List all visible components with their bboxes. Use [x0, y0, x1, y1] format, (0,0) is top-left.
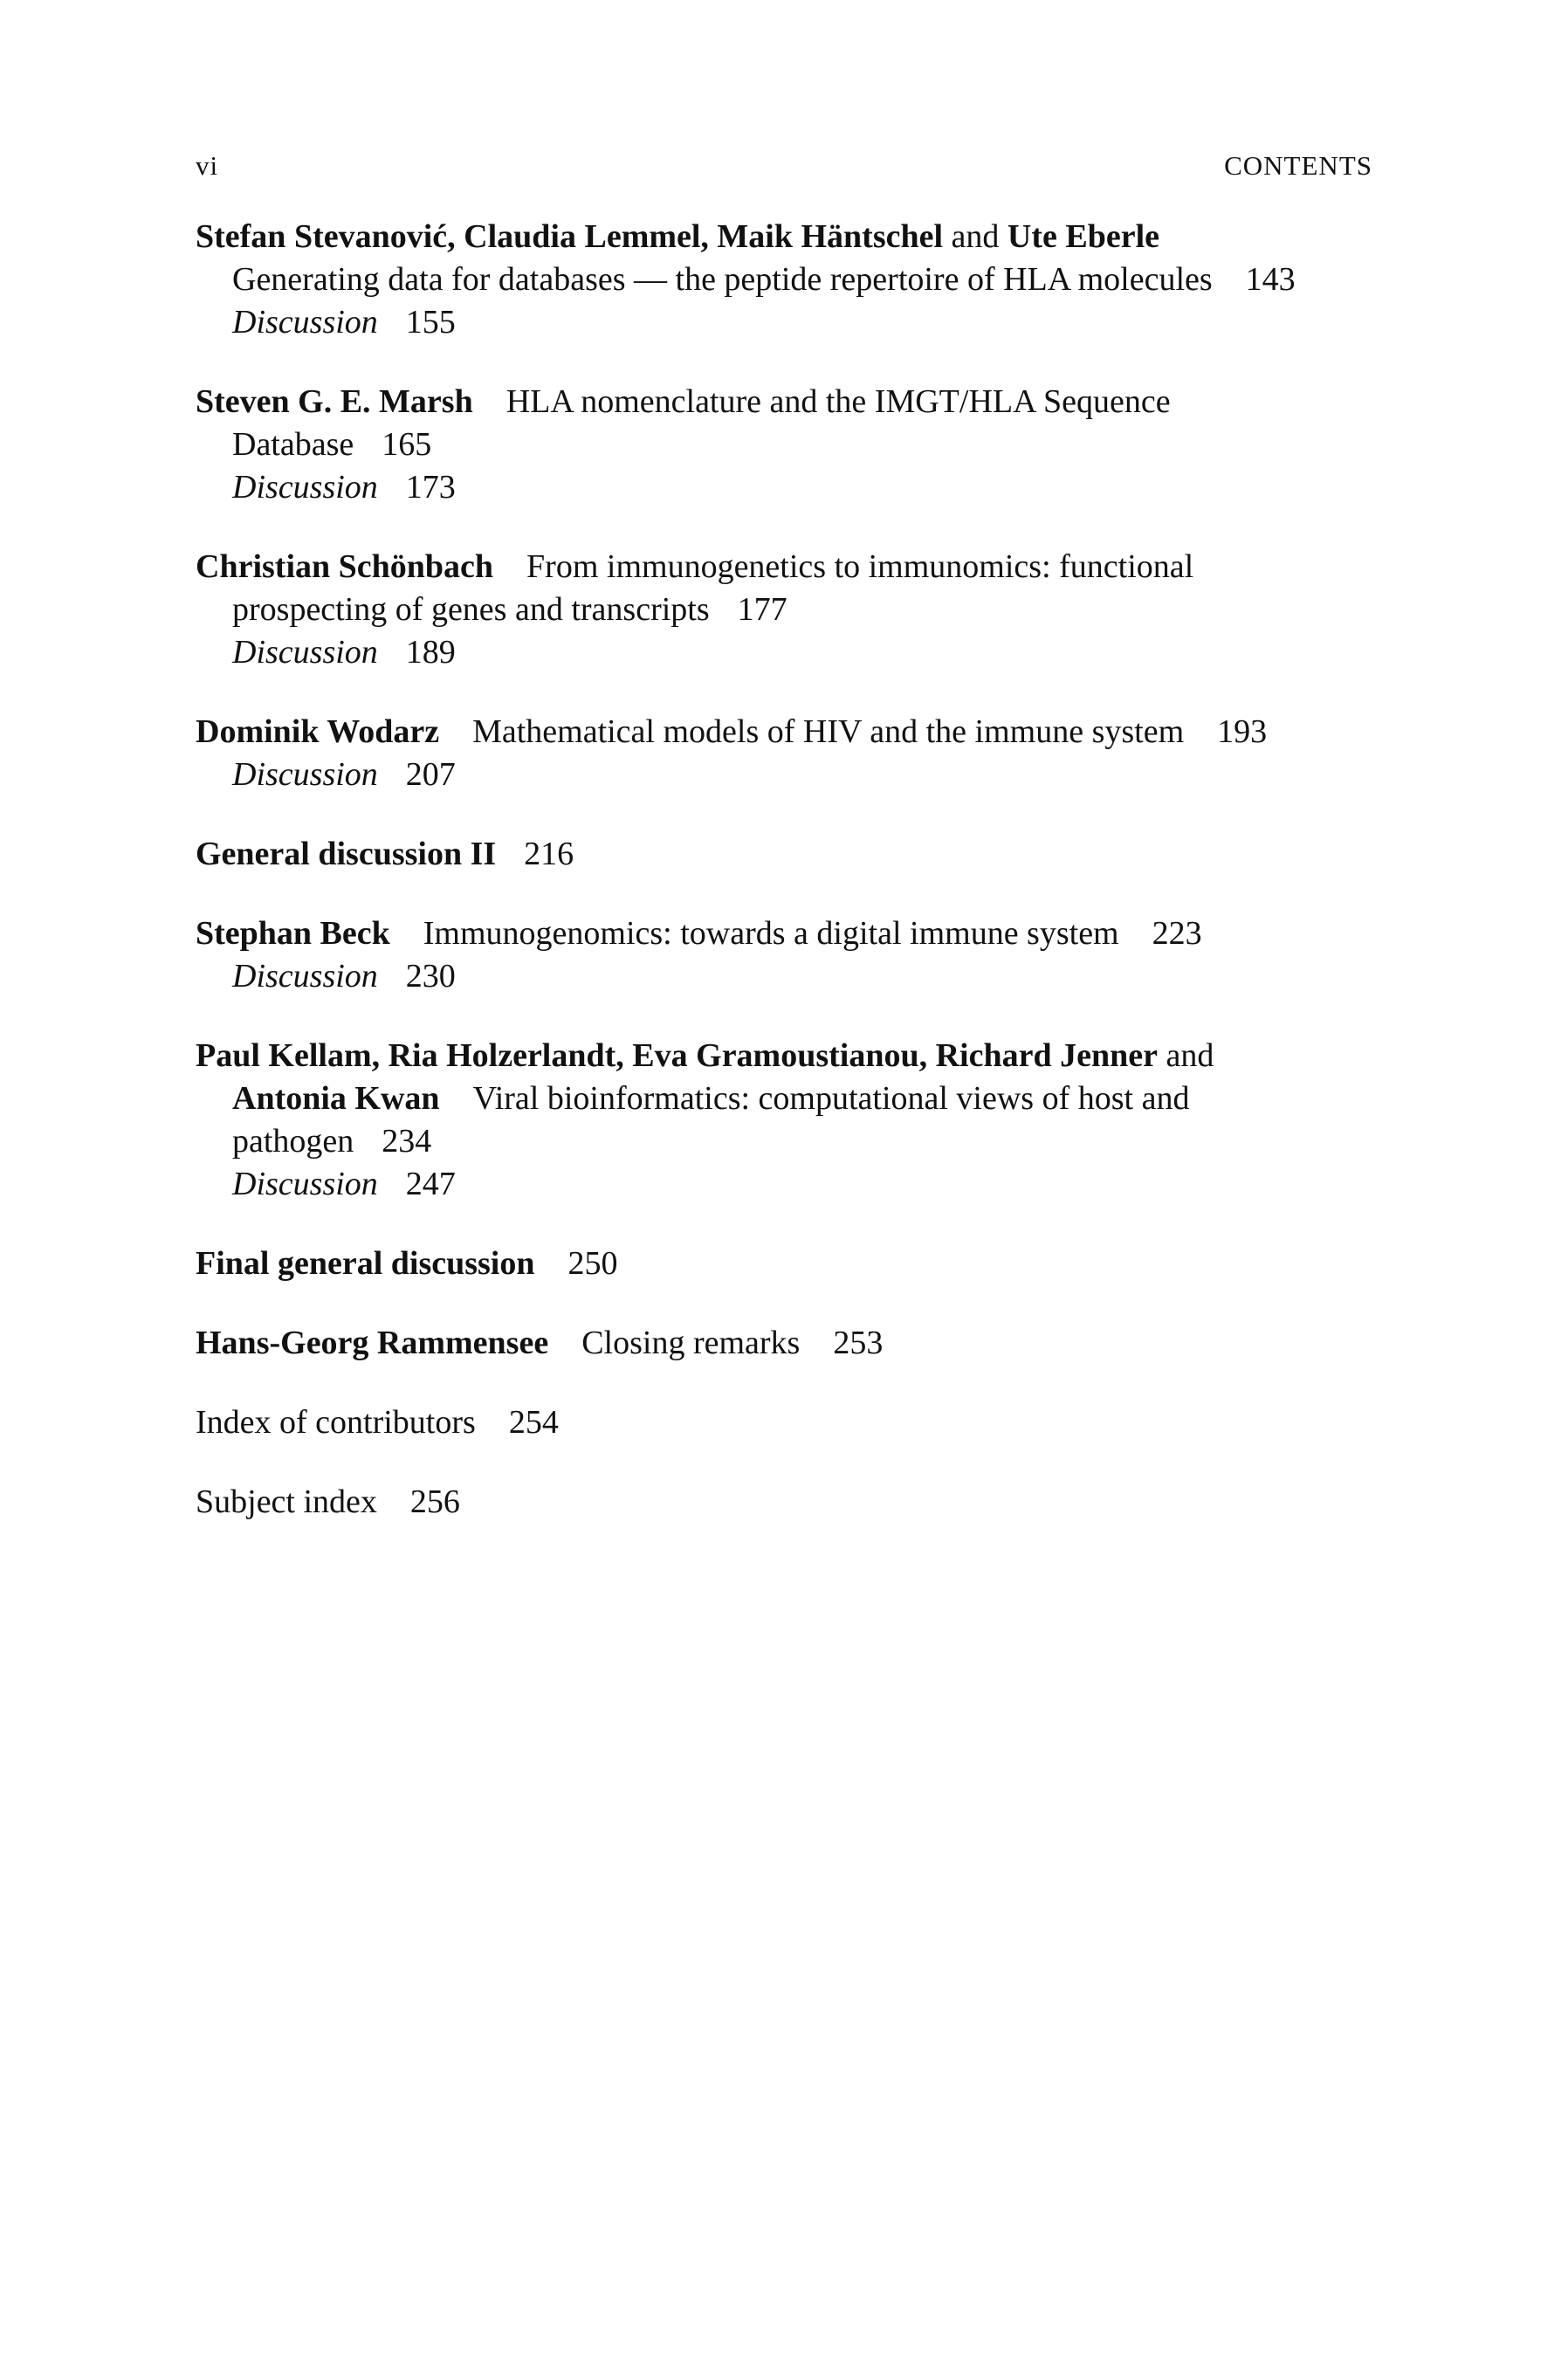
discussion-page: 230	[405, 958, 456, 995]
entry-title: From immunogenetics to immunomics: functional	[526, 548, 1194, 585]
discussion-label: Discussion	[232, 304, 378, 341]
entry-title: Generating data for databases — the peptide repertoire of HLA molecules	[232, 261, 1213, 298]
entry-title: Final general discussion	[196, 1245, 535, 1282]
discussion-label: Discussion	[232, 958, 378, 995]
entry-authors: Stephan Beck	[196, 915, 390, 952]
toc-entry	[196, 1035, 1372, 1206]
entry-page: 193	[1217, 713, 1268, 750]
entry-authors: Paul Kellam, Ria Holzerlandt, Eva Gramoustianou, Richard Jenner	[196, 1037, 1158, 1074]
entry-title: Viral bioinformatics: computational views of host and	[472, 1080, 1190, 1117]
entry-title: HLA nomenclature and the IMGT/HLA Sequence	[505, 383, 1171, 420]
toc-entry	[196, 833, 1372, 876]
entry-authors: Antonia Kwan	[232, 1080, 440, 1117]
entry-authors: Hans-Georg Rammensee	[196, 1325, 549, 1361]
entry-page: 216	[524, 836, 574, 872]
entry-page: 254	[508, 1404, 559, 1441]
entry-authors: Dominik Wodarz	[196, 713, 440, 750]
entry-page: 165	[382, 426, 432, 463]
entry-title: Index of contributors	[196, 1404, 476, 1441]
toc-entry	[196, 912, 1372, 998]
discussion-page: 173	[405, 469, 456, 506]
toc-entry	[196, 1481, 1372, 1524]
toc-entry	[196, 711, 1372, 796]
toc-entry	[196, 1322, 1372, 1365]
entry-page: 177	[737, 591, 787, 628]
discussion-page: 207	[405, 756, 456, 793]
entry-page: 143	[1245, 261, 1296, 298]
entry-page: 234	[382, 1123, 432, 1160]
entry-page: 250	[567, 1245, 618, 1282]
discussion-page: 247	[405, 1166, 456, 1202]
page-number: vi	[196, 150, 219, 181]
toc-entry	[196, 381, 1372, 509]
discussion-page: 189	[405, 634, 456, 671]
discussion-label: Discussion	[232, 634, 378, 671]
conjunction: and	[1166, 1037, 1214, 1074]
entry-title: General discussion II	[196, 836, 497, 872]
entry-authors: Christian Schönbach	[196, 548, 494, 585]
entry-title: Immunogenomics: towards a digital immune system	[423, 915, 1119, 952]
discussion-label: Discussion	[232, 756, 378, 793]
discussion-label: Discussion	[232, 1166, 378, 1202]
toc-entry	[196, 1242, 1372, 1285]
toc-entry	[196, 1401, 1372, 1444]
entry-title-cont: Database	[232, 426, 354, 463]
discussion-page: 155	[405, 304, 456, 341]
conjunction: and	[951, 218, 1000, 255]
entry-authors: Ute Eberle	[1007, 218, 1160, 255]
entry-title-cont: prospecting of genes and transcripts	[232, 591, 710, 628]
toc-entry	[196, 546, 1372, 674]
entry-title: Closing remarks	[581, 1325, 801, 1361]
entry-title-cont: pathogen	[232, 1123, 354, 1160]
table-of-contents	[196, 216, 1372, 1560]
entry-page: 253	[833, 1325, 884, 1361]
entry-title: Subject index	[196, 1483, 377, 1520]
toc-entry	[196, 216, 1372, 344]
entry-page: 223	[1152, 915, 1202, 952]
entry-authors: Steven G. E. Marsh	[196, 383, 473, 420]
entry-authors: Stefan Stevanović, Claudia Lemmel, Maik Häntschel	[196, 218, 944, 255]
entry-title: Mathematical models of HIV and the immune system	[472, 713, 1185, 750]
running-head	[196, 148, 1372, 183]
discussion-label: Discussion	[232, 469, 378, 506]
section-title: CONTENTS	[1224, 150, 1372, 181]
entry-page: 256	[409, 1483, 460, 1520]
